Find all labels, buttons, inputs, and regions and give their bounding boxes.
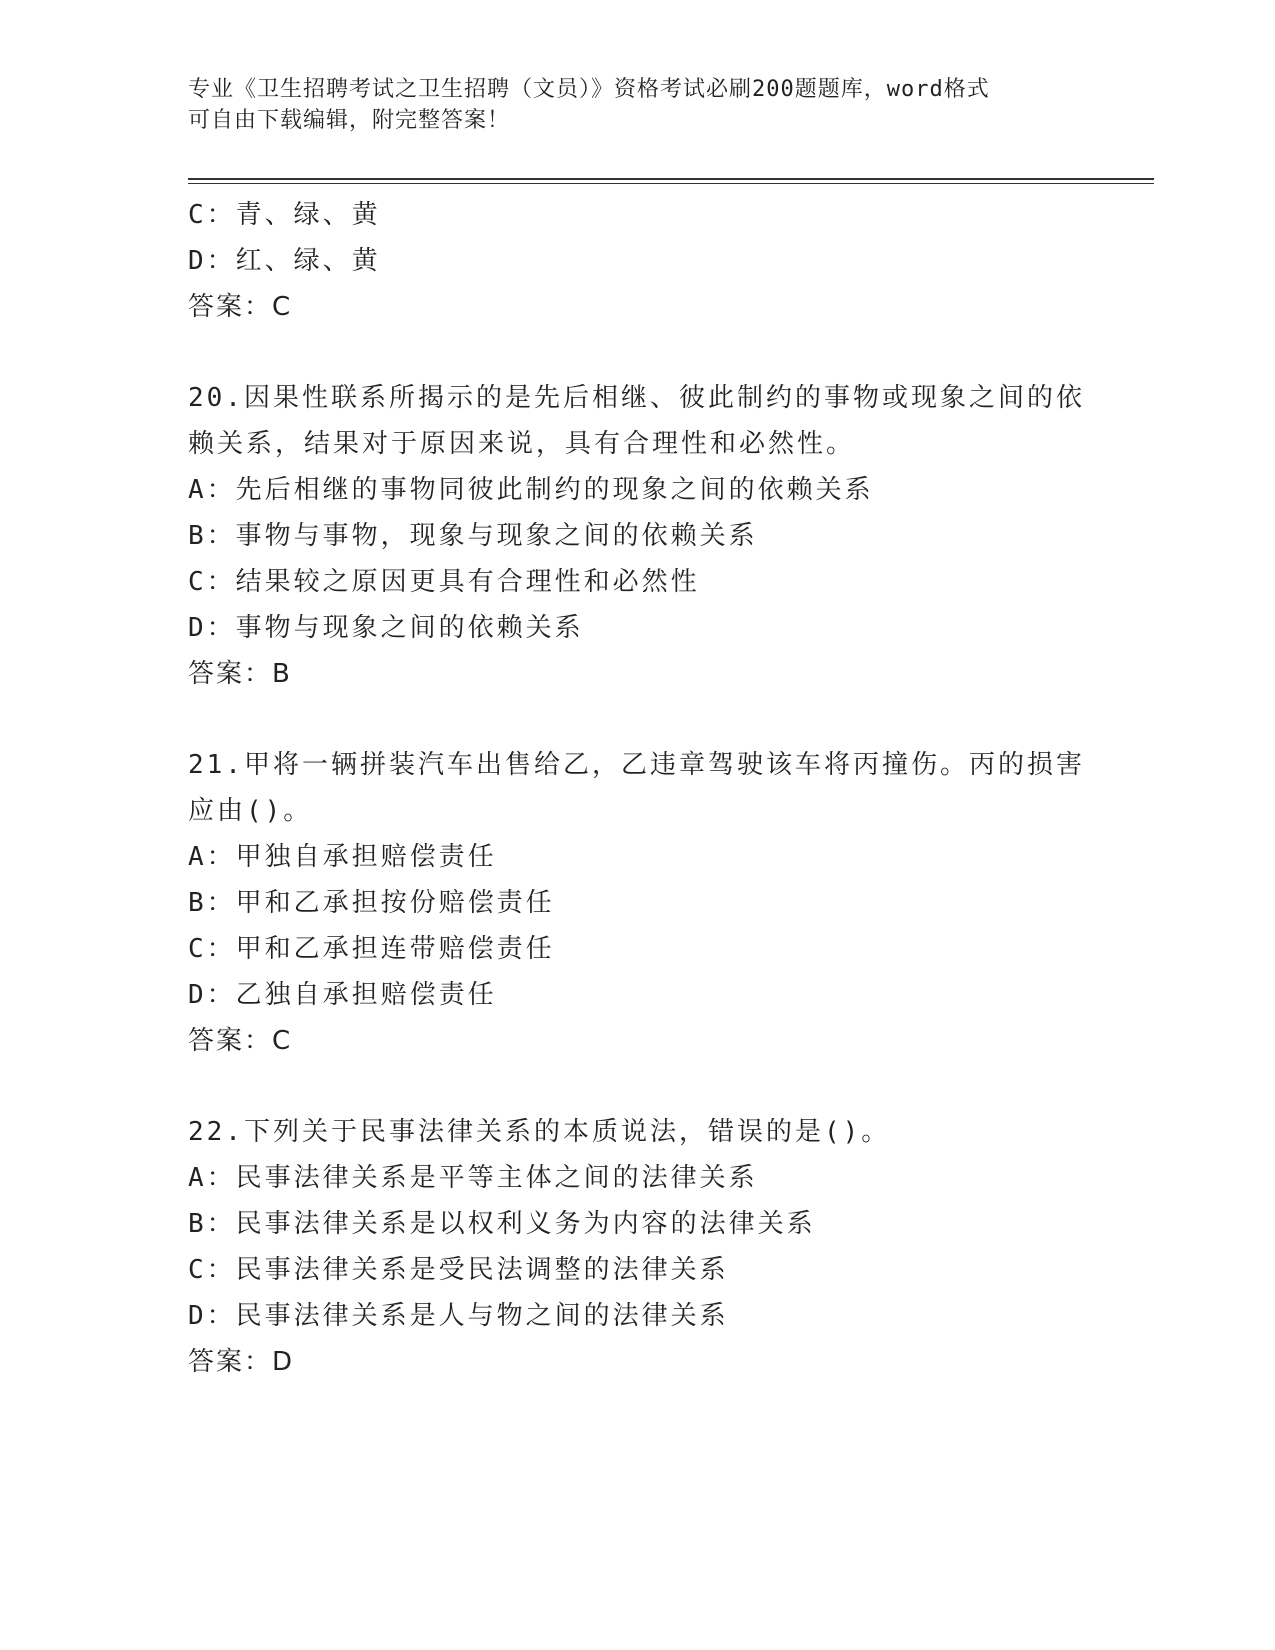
header-title-line-2: 可自由下载编辑，附完整答案！ — [188, 108, 511, 133]
option-a: A：民事法律关系是平等主体之间的法律关系 — [188, 1163, 758, 1193]
page-header — [188, 74, 1068, 136]
question-stem-line: 22.下列关于民事法律关系的本质说法，错误的是()。 — [188, 1117, 891, 1147]
option-d: D：红、绿、黄 — [188, 246, 381, 276]
question-spacer — [188, 697, 1088, 742]
answer-line: 答案：C — [188, 1026, 293, 1056]
option-c: C：甲和乙承担连带赔偿责任 — [188, 934, 555, 964]
question-20 — [188, 375, 1088, 697]
header-title-line-1: 专业《卫生招聘考试之卫生招聘（文员）》资格考试必刷200题题库，word格式 — [188, 77, 990, 102]
option-d: D：民事法律关系是人与物之间的法律关系 — [188, 1301, 729, 1331]
question-stem-line: 21.甲将一辆拼装汽车出售给乙，乙违章驾驶该车将丙撞伤。丙的损害 — [188, 750, 1085, 780]
option-b: B：甲和乙承担按份赔偿责任 — [188, 888, 555, 918]
option-b: B：事物与事物，现象与现象之间的依赖关系 — [188, 521, 758, 551]
option-a: A：甲独自承担赔偿责任 — [188, 842, 497, 872]
question-19-tail — [188, 192, 1088, 330]
question-stem-line: 应由()。 — [188, 796, 313, 826]
question-spacer — [188, 1064, 1088, 1109]
option-d: D：乙独自承担赔偿责任 — [188, 980, 497, 1010]
option-c: C：结果较之原因更具有合理性和必然性 — [188, 567, 700, 597]
option-d: D：事物与现象之间的依赖关系 — [188, 613, 584, 643]
header-divider-thin — [188, 183, 1154, 184]
option-b: B：民事法律关系是以权利义务为内容的法律关系 — [188, 1209, 816, 1239]
question-stem-line: 20.因果性联系所揭示的是先后相继、彼此制约的事物或现象之间的依 — [188, 383, 1085, 413]
question-21 — [188, 742, 1088, 1064]
question-22 — [188, 1109, 1088, 1385]
option-c: C：青、绿、黄 — [188, 200, 381, 230]
header-divider-thick — [188, 178, 1154, 180]
answer-line: 答案：D — [188, 1347, 295, 1377]
option-c: C：民事法律关系是受民法调整的法律关系 — [188, 1255, 729, 1285]
option-a: A：先后相继的事物同彼此制约的现象之间的依赖关系 — [188, 475, 874, 505]
answer-line: 答案：C — [188, 292, 293, 322]
answer-line: 答案：B — [188, 659, 292, 689]
question-stem-line: 赖关系，结果对于原因来说，具有合理性和必然性。 — [188, 429, 856, 459]
question-spacer — [188, 330, 1088, 375]
question-content — [188, 192, 1088, 1385]
